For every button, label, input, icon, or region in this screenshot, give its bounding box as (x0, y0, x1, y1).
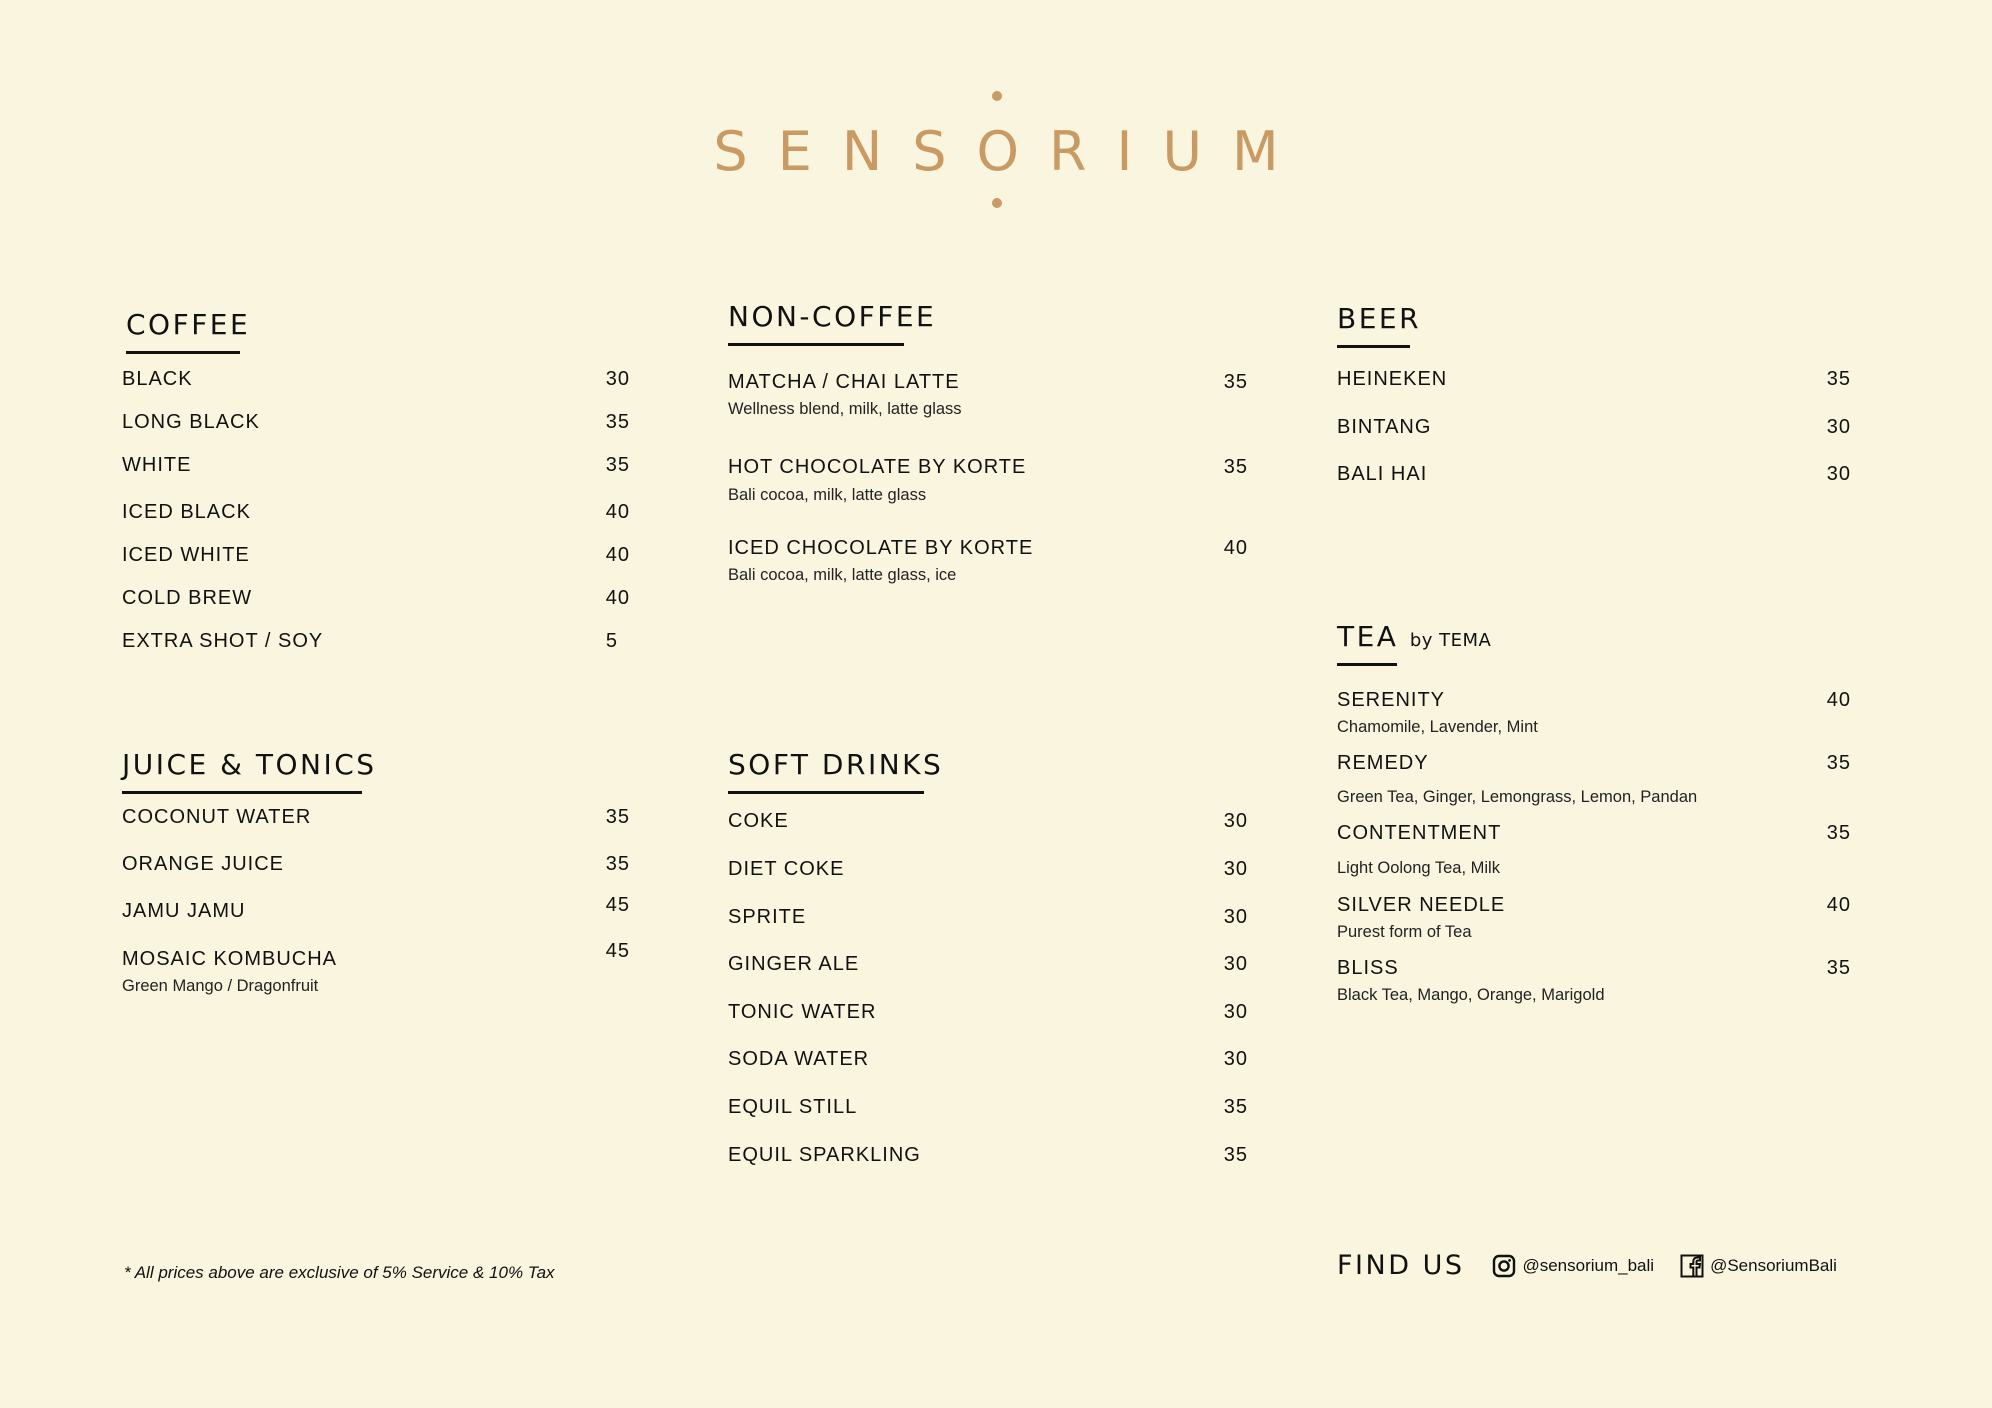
item-name: TONIC WATER (728, 1001, 877, 1023)
logo-dot-top (992, 91, 1002, 101)
section-title: NON-COFFEE (728, 300, 937, 333)
brand-name: SENSORIUM (713, 120, 1309, 183)
item-name: SERENITY (1337, 689, 1446, 711)
item-name: SPRITE (728, 906, 807, 928)
section-underline (728, 791, 924, 794)
instagram-link[interactable] (1492, 1254, 1654, 1278)
item-name: ICED BLACK (122, 501, 251, 523)
item-name: COKE (728, 810, 789, 832)
section-soft-drinks (728, 748, 1248, 1166)
section-underline (122, 791, 362, 794)
logo-dot-bottom (992, 198, 1002, 208)
item-price: 30 (1223, 810, 1248, 832)
section-coffee (122, 308, 630, 652)
find-us-title: FIND US (1337, 1250, 1465, 1281)
item-price: 35 (605, 411, 630, 433)
section-title-by: by TEMA (1409, 630, 1492, 651)
item-name: DIET COKE (728, 858, 845, 880)
item-price: 30 (1826, 463, 1851, 485)
section-tea (1337, 620, 1851, 1004)
item-name: BALI HAI (1337, 463, 1428, 485)
item-description: Bali cocoa, milk, latte glass (728, 486, 927, 504)
item-price: 30 (1223, 1048, 1248, 1070)
item-name: BLISS (1337, 957, 1399, 979)
item-name: REMEDY (1337, 752, 1429, 774)
item-name: HEINEKEN (1337, 368, 1448, 390)
item-price: 40 (1826, 894, 1851, 916)
item-price: 5 (605, 630, 618, 652)
item-description: Black Tea, Mango, Orange, Marigold (1337, 986, 1605, 1004)
item-name: LONG BLACK (122, 411, 260, 433)
item-price: 35 (1826, 752, 1851, 774)
find-us (1337, 1250, 1837, 1281)
item-description: Chamomile, Lavender, Mint (1337, 718, 1538, 736)
section-underline (1337, 345, 1410, 348)
section-underline (728, 343, 904, 346)
item-name: SODA WATER (728, 1048, 870, 1070)
item-name: ICED WHITE (122, 544, 250, 566)
item-name: HOT CHOCOLATE BY KORTE (728, 456, 1027, 478)
item-description: Green Tea, Ginger, Lemongrass, Lemon, Pandan (1337, 788, 1698, 806)
brand-logo (0, 88, 1992, 218)
item-name: JAMU JAMU (122, 900, 246, 922)
section-title: BEER (1337, 302, 1422, 335)
instagram-icon (1492, 1254, 1516, 1278)
item-description: Wellness blend, milk, latte glass (728, 400, 962, 418)
item-price: 35 (605, 806, 630, 828)
item-price: 40 (605, 544, 630, 566)
item-price: 35 (1826, 368, 1851, 390)
section-underline (126, 351, 240, 354)
item-price: 30 (1223, 1001, 1248, 1023)
section-underline (1337, 663, 1397, 666)
item-name: BINTANG (1337, 416, 1432, 438)
item-price: 45 (605, 894, 630, 916)
item-price: 40 (605, 501, 630, 523)
section-title: JUICE & TONICS (122, 748, 377, 781)
facebook-handle: @SensoriumBali (1710, 1255, 1837, 1275)
item-description: Light Oolong Tea, Milk (1337, 859, 1500, 877)
item-price: 40 (1826, 689, 1851, 711)
item-name: CONTENTMENT (1337, 822, 1502, 844)
item-price: 35 (605, 853, 630, 875)
item-name: EQUIL STILL (728, 1096, 858, 1118)
item-name: COCONUT WATER (122, 806, 312, 828)
section-juice-tonics (122, 748, 630, 995)
item-name: ORANGE JUICE (122, 853, 285, 875)
item-price: 30 (605, 368, 630, 390)
item-price: 35 (1223, 1096, 1248, 1118)
item-price: 35 (1223, 1144, 1248, 1166)
item-price: 30 (1826, 416, 1851, 438)
item-name: EXTRA SHOT / SOY (122, 630, 324, 652)
item-description: Green Mango / Dragonfruit (122, 977, 319, 995)
section-non-coffee (728, 300, 1248, 584)
item-price: 30 (1223, 953, 1248, 975)
item-price: 30 (1223, 858, 1248, 880)
item-name: COLD BREW (122, 587, 253, 609)
item-price: 35 (1223, 371, 1248, 393)
section-beer (1337, 302, 1851, 485)
item-price: 35 (1826, 957, 1851, 979)
price-footnote: * All prices above are exclusive of 5% Service & 10% Tax (124, 1263, 555, 1282)
item-price: 35 (1826, 822, 1851, 844)
item-description: Bali cocoa, milk, latte glass, ice (728, 566, 957, 584)
section-title: COFFEE (126, 308, 251, 341)
item-name: MOSAIC KOMBUCHA (122, 948, 338, 970)
item-name: MATCHA / CHAI LATTE (728, 371, 960, 393)
facebook-icon (1680, 1254, 1704, 1278)
instagram-handle: @sensorium_bali (1522, 1255, 1655, 1275)
section-title-text: TEA (1337, 620, 1399, 653)
item-name: EQUIL SPARKLING (728, 1144, 921, 1166)
item-price: 45 (605, 940, 630, 962)
item-name: WHITE (122, 454, 192, 476)
item-price: 40 (605, 587, 630, 609)
item-price: 35 (605, 454, 630, 476)
item-name: BLACK (122, 368, 193, 390)
facebook-link[interactable] (1680, 1254, 1837, 1278)
item-name: ICED CHOCOLATE BY KORTE (728, 537, 1034, 559)
section-title (1337, 620, 1851, 653)
item-price: 35 (1223, 456, 1248, 478)
item-name: GINGER ALE (728, 953, 860, 975)
item-price: 40 (1223, 537, 1248, 559)
section-title: SOFT DRINKS (728, 748, 944, 781)
item-description: Purest form of Tea (1337, 923, 1472, 941)
item-price: 30 (1223, 906, 1248, 928)
item-name: SILVER NEEDLE (1337, 894, 1506, 916)
